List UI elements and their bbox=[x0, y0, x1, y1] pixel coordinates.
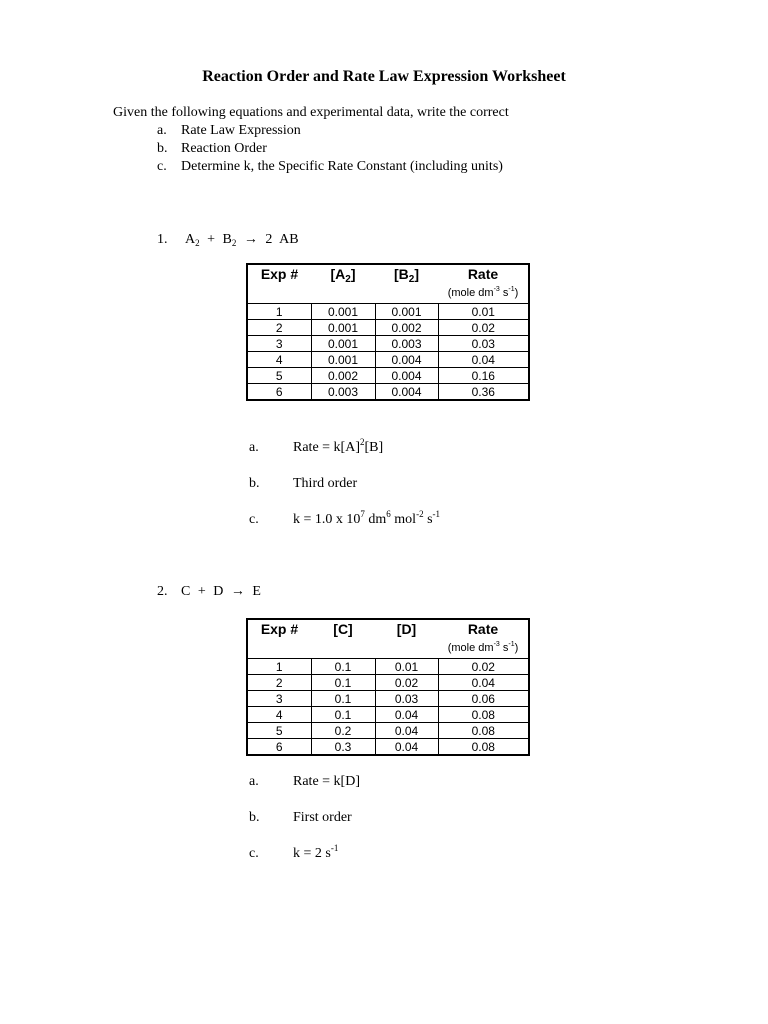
rate-cell: 0.04 bbox=[438, 675, 529, 691]
first-concentration-header bbox=[311, 619, 375, 659]
answer-text: First order bbox=[293, 810, 352, 825]
answers-list bbox=[249, 773, 360, 881]
second-concentration-cell: 0.04 bbox=[375, 723, 438, 739]
header-label: Exp # bbox=[260, 621, 299, 637]
answer-text: s bbox=[423, 512, 433, 527]
first-concentration-cell: 0.3 bbox=[311, 739, 375, 756]
instruction-text: Reaction Order bbox=[181, 141, 267, 156]
units-superscript: -3 bbox=[493, 286, 500, 293]
answer-letter: b. bbox=[249, 810, 260, 825]
answer-superscript: -2 bbox=[416, 509, 424, 519]
answer-text: Third order bbox=[293, 476, 358, 491]
exp-number-cell: 4 bbox=[247, 707, 311, 723]
answer-text: k = 1.0 x 10 bbox=[293, 512, 361, 527]
rate-cell: 0.16 bbox=[438, 368, 529, 384]
second-concentration-cell: 0.02 bbox=[375, 675, 438, 691]
answer-text: [B] bbox=[364, 440, 384, 455]
exp-number-cell: 3 bbox=[247, 691, 311, 707]
answer-letter: a. bbox=[249, 440, 259, 455]
first-concentration-cell: 0.2 bbox=[311, 723, 375, 739]
exp-number-cell: 1 bbox=[247, 659, 311, 675]
exp-number-cell: 2 bbox=[247, 675, 311, 691]
instruction-item bbox=[157, 158, 503, 176]
rate-cell: 0.03 bbox=[438, 336, 529, 352]
header-bracket: ] bbox=[414, 266, 419, 282]
rate-cell: 0.06 bbox=[438, 691, 529, 707]
table-row bbox=[247, 384, 529, 401]
exp-number-cell: 3 bbox=[247, 336, 311, 352]
second-concentration-header bbox=[375, 619, 438, 659]
instruction-text: Rate Law Expression bbox=[181, 123, 301, 138]
instruction-item bbox=[157, 122, 503, 140]
chemical-equation bbox=[185, 231, 299, 249]
header-label: Exp # bbox=[260, 266, 299, 282]
table-row bbox=[247, 368, 529, 384]
chemical-equation bbox=[181, 583, 261, 601]
rate-units bbox=[438, 287, 528, 300]
rate-header bbox=[438, 619, 529, 659]
answer-item bbox=[249, 475, 440, 511]
table-body bbox=[247, 659, 529, 756]
rate-cell: 0.02 bbox=[438, 659, 529, 675]
exp-number-cell: 6 bbox=[247, 384, 311, 401]
equation-text: → 2 AB bbox=[236, 232, 299, 247]
problem-number: 2. bbox=[157, 584, 168, 599]
table-row bbox=[247, 336, 529, 352]
first-concentration-cell: 0.001 bbox=[311, 352, 375, 368]
exp-number-cell: 2 bbox=[247, 320, 311, 336]
units-text: ) bbox=[514, 287, 519, 299]
first-concentration-cell: 0.1 bbox=[311, 675, 375, 691]
header-subscript: 2 bbox=[408, 274, 415, 285]
rate-cell: 0.08 bbox=[438, 707, 529, 723]
exp-number-cell: 6 bbox=[247, 739, 311, 756]
answer-text bbox=[293, 774, 360, 789]
instruction-item bbox=[157, 140, 503, 158]
second-concentration-cell: 0.003 bbox=[375, 336, 438, 352]
rate-cell: 0.01 bbox=[438, 304, 529, 320]
answer-text bbox=[293, 437, 384, 455]
exp-number-cell: 5 bbox=[247, 368, 311, 384]
header-label: Rate bbox=[467, 266, 499, 282]
answer-item bbox=[249, 439, 440, 475]
equation-subscript: 2 bbox=[231, 238, 237, 248]
instruction-letter: b. bbox=[157, 141, 168, 156]
answer-superscript: 7 bbox=[360, 509, 365, 519]
header-label: [D] bbox=[396, 621, 417, 637]
instructions-text: Given the following equations and experimental data, write the correct bbox=[113, 105, 509, 120]
header-bracket: ] bbox=[350, 266, 356, 282]
first-concentration-cell: 0.1 bbox=[311, 659, 375, 675]
answer-item bbox=[249, 511, 440, 547]
answer-text bbox=[293, 476, 357, 491]
second-concentration-cell: 0.01 bbox=[375, 659, 438, 675]
answer-text bbox=[293, 810, 352, 825]
units-superscript: -3 bbox=[493, 641, 500, 648]
answer-text: Rate = k[A] bbox=[293, 440, 360, 455]
answer-text: Rate = k[D] bbox=[293, 774, 360, 789]
second-concentration-cell: 0.002 bbox=[375, 320, 438, 336]
rate-cell: 0.02 bbox=[438, 320, 529, 336]
experiment-table bbox=[246, 618, 530, 756]
equation-subscript: 2 bbox=[195, 238, 200, 248]
units-superscript: -1 bbox=[508, 641, 515, 648]
table-body bbox=[247, 304, 529, 401]
problem-statement bbox=[157, 583, 477, 601]
rate-cell: 0.36 bbox=[438, 384, 529, 401]
table-header-row bbox=[247, 619, 529, 659]
experiment-table bbox=[246, 263, 530, 401]
exp-number-cell: 4 bbox=[247, 352, 311, 368]
table-row bbox=[247, 739, 529, 756]
first-concentration-cell: 0.1 bbox=[311, 691, 375, 707]
answer-text: dm bbox=[364, 512, 387, 527]
table-row bbox=[247, 304, 529, 320]
header-label: [A bbox=[330, 266, 346, 282]
answer-item bbox=[249, 773, 360, 809]
units-text: (mole dm bbox=[447, 642, 494, 654]
answer-superscript: 2 bbox=[360, 437, 365, 447]
rate-cell: 0.04 bbox=[438, 352, 529, 368]
second-concentration-cell: 0.04 bbox=[375, 739, 438, 756]
rate-header bbox=[438, 264, 529, 304]
units-superscript: -1 bbox=[508, 286, 515, 293]
answer-letter: a. bbox=[249, 774, 259, 789]
second-concentration-cell: 0.004 bbox=[375, 352, 438, 368]
second-concentration-header bbox=[375, 264, 438, 304]
first-concentration-cell: 0.001 bbox=[311, 320, 375, 336]
answer-text: mol bbox=[390, 512, 417, 527]
units-text: ) bbox=[514, 642, 519, 654]
answer-letter: c. bbox=[249, 846, 259, 861]
first-concentration-cell: 0.001 bbox=[311, 304, 375, 320]
header-label: [B bbox=[393, 266, 409, 282]
equation-text: A bbox=[185, 232, 196, 247]
instruction-letter: c. bbox=[157, 159, 167, 174]
answer-superscript: -1 bbox=[330, 843, 339, 853]
rate-cell: 0.08 bbox=[438, 739, 529, 756]
units-text: s bbox=[499, 287, 509, 299]
problem-number: 1. bbox=[157, 232, 168, 247]
exp-number-header bbox=[247, 619, 311, 659]
table-row bbox=[247, 707, 529, 723]
instructions-list bbox=[157, 122, 503, 176]
answer-text bbox=[293, 509, 441, 527]
rate-cell: 0.08 bbox=[438, 723, 529, 739]
answer-item bbox=[249, 809, 360, 845]
worksheet-title: Reaction Order and Rate Law Expression Worksheet bbox=[202, 68, 566, 85]
first-concentration-cell: 0.002 bbox=[311, 368, 375, 384]
table-row bbox=[247, 352, 529, 368]
header-subscript: 2 bbox=[345, 274, 351, 285]
exp-number-cell: 1 bbox=[247, 304, 311, 320]
answer-text bbox=[293, 843, 339, 861]
answers-list bbox=[249, 439, 440, 547]
problem-statement bbox=[157, 231, 477, 249]
answer-letter: b. bbox=[249, 476, 260, 491]
first-concentration-cell: 0.1 bbox=[311, 707, 375, 723]
answer-superscript: -1 bbox=[432, 509, 441, 519]
table-row bbox=[247, 723, 529, 739]
table-row bbox=[247, 691, 529, 707]
first-concentration-cell: 0.003 bbox=[311, 384, 375, 401]
rate-units bbox=[438, 642, 528, 655]
exp-number-header bbox=[247, 264, 311, 304]
answer-text: k = 2 s bbox=[293, 846, 331, 861]
second-concentration-cell: 0.004 bbox=[375, 368, 438, 384]
second-concentration-cell: 0.004 bbox=[375, 384, 438, 401]
header-label: Rate bbox=[467, 621, 499, 637]
table-header-row bbox=[247, 264, 529, 304]
answer-item bbox=[249, 845, 360, 881]
header-label: [C] bbox=[333, 621, 353, 637]
second-concentration-cell: 0.001 bbox=[375, 304, 438, 320]
equation-text: C + D → E bbox=[181, 584, 261, 599]
table-row bbox=[247, 675, 529, 691]
answer-superscript: 6 bbox=[386, 509, 391, 519]
first-concentration-header bbox=[311, 264, 375, 304]
table-row bbox=[247, 320, 529, 336]
answer-letter: c. bbox=[249, 512, 259, 527]
table-row bbox=[247, 659, 529, 675]
instruction-letter: a. bbox=[157, 123, 167, 138]
first-concentration-cell: 0.001 bbox=[311, 336, 375, 352]
second-concentration-cell: 0.04 bbox=[375, 707, 438, 723]
second-concentration-cell: 0.03 bbox=[375, 691, 438, 707]
equation-text: + B bbox=[199, 232, 232, 247]
units-text: s bbox=[499, 642, 509, 654]
exp-number-cell: 5 bbox=[247, 723, 311, 739]
units-text: (mole dm bbox=[447, 287, 494, 299]
instruction-text: Determine k, the Specific Rate Constant (including units) bbox=[181, 159, 503, 174]
